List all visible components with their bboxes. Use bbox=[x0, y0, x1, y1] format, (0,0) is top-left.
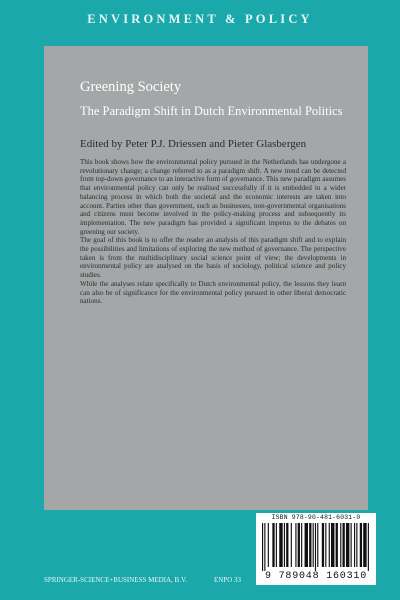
blurb-paragraph: While the analyses relate specifically to Dutch environmental policy, the lessons they learn can also be of significance for the environmental policy pursued in other liberal democratic nations. bbox=[80, 279, 346, 306]
book-title: Greening Society bbox=[80, 79, 182, 95]
editors-line: Edited by Peter P.J. Driessen and Pieter Glasbergen bbox=[80, 138, 307, 150]
blurb-paragraph: The goal of this book is to offer the reader an analysis of this paradigm shift and to explain the possibilities and limitations of exploring the new method of governance. The perspective taken is from the multidisciplinary social science point of view; the developments in environmental policy are analysed on the basis of sociology, political science and policy studies. bbox=[80, 236, 346, 280]
publisher-name: SPRINGER-SCIENCE+BUSINESS MEDIA, B.V. bbox=[44, 576, 187, 584]
blurb-paragraph: This book shows how the environmental policy pursued in the Netherlands has undergone a revolutionary change; a change referred to as a paradigm shift. A new trend can be detected from top-down governance to an interactive form of governance. This new paradigm assumes that environmental policy can only be realised successfully if it is embedded in a wider balancing process in which both the societal and the economic interests are taken into account. Parties other than government, such as businesses, non-governmental organisations and citizens must become involved in the policy-making process and subsequently its implementation. The new paradigm has provided a significant impetus to the debates on greening our society. bbox=[80, 158, 346, 236]
series-title: ENVIRONMENT & POLICY bbox=[87, 12, 313, 26]
isbn-label: ISBN 978-90-481-6031-0 bbox=[271, 514, 361, 521]
barcode-icon bbox=[262, 523, 370, 571]
series-number: ENPO 33 bbox=[214, 576, 242, 584]
barcode-box bbox=[256, 513, 376, 585]
series-header bbox=[0, 0, 400, 46]
ean-number: 9 789048 160310 bbox=[264, 571, 367, 582]
book-subtitle: The Paradigm Shift in Dutch Environmental Politics bbox=[80, 104, 343, 118]
blurb bbox=[80, 158, 346, 306]
